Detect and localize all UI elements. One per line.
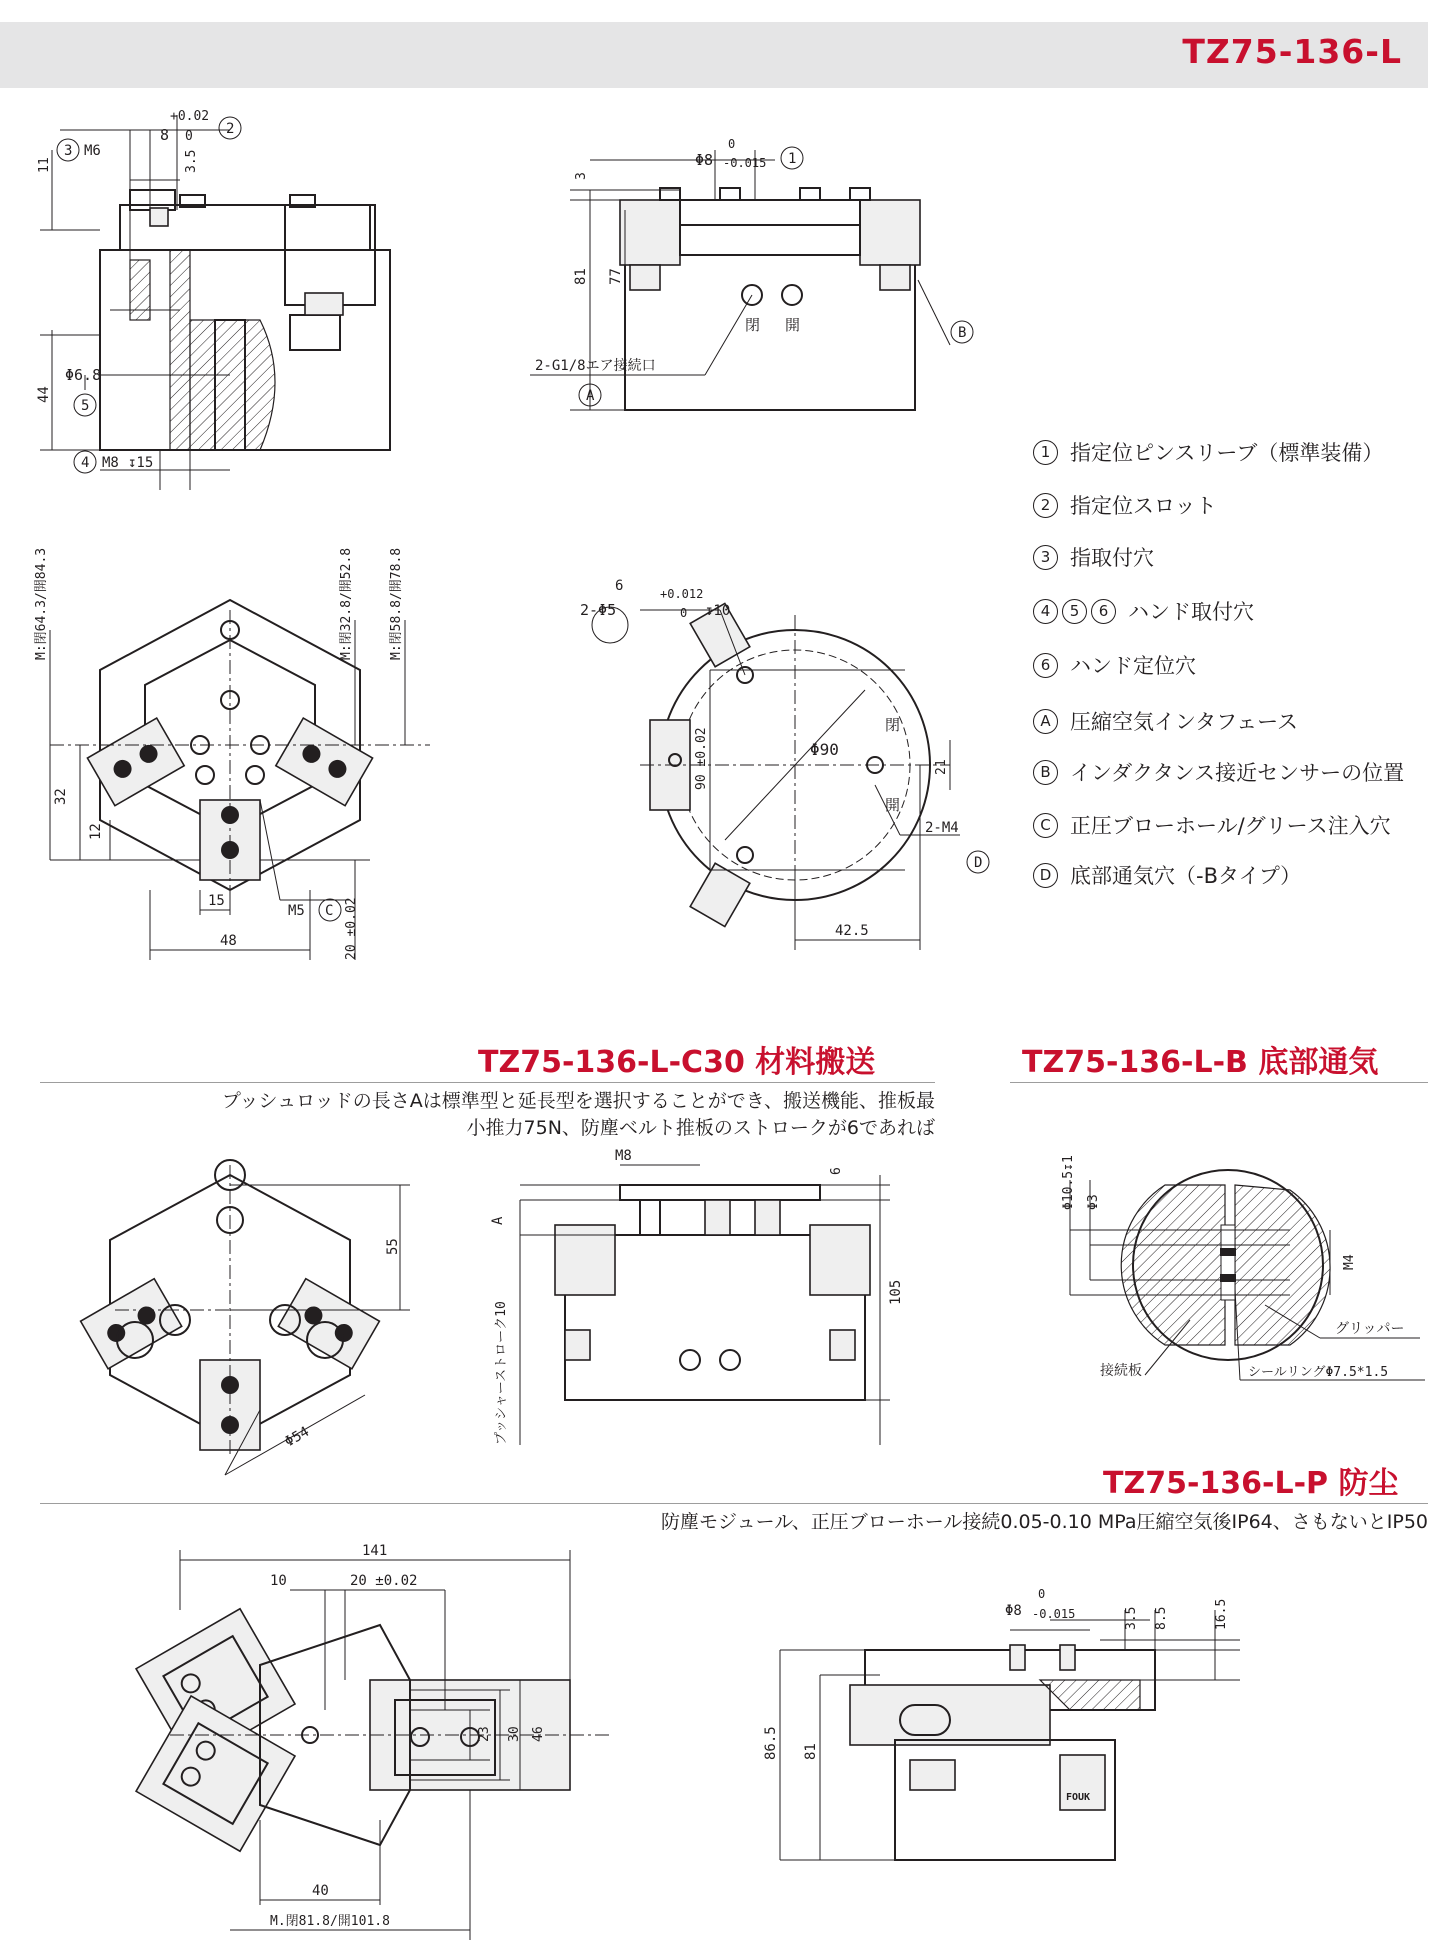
section-divider (1010, 1082, 1428, 1083)
svg-text:0: 0 (185, 129, 193, 144)
legend-label: 正圧ブローホール/グリース注入穴 (1070, 814, 1391, 838)
legend-label: 圧縮空気インタフェース (1070, 710, 1299, 734)
svg-text:A: A (586, 388, 595, 404)
svg-text:-0.015: -0.015 (723, 156, 767, 170)
p-top-view-drawing (170, 1530, 620, 1955)
svg-text:40: 40 (312, 1883, 329, 1899)
svg-text:105: 105 (888, 1279, 904, 1305)
legend-item-2 (1033, 490, 1217, 520)
svg-text:20 ±0.02: 20 ±0.02 (350, 1573, 418, 1589)
legend-item-a (1033, 706, 1298, 736)
svg-text:3: 3 (64, 143, 73, 159)
svg-text:開: 開 (885, 796, 901, 814)
svg-text:Φ8: Φ8 (1005, 1603, 1022, 1619)
svg-text:0: 0 (728, 137, 736, 151)
svg-text:D: D (974, 855, 983, 871)
svg-text:Φ3: Φ3 (1086, 1194, 1101, 1210)
svg-text:Φ10.5↧1: Φ10.5↧1 (1061, 1155, 1076, 1210)
c30-description (60, 1088, 935, 1142)
legend-item-d (1033, 860, 1301, 890)
side-section-drawing (36, 109, 420, 490)
svg-text:A: A (490, 1216, 506, 1225)
legend-label: 指定位ピンスリーブ（標準装備） (1070, 441, 1384, 465)
svg-text:↧10: ↧10 (705, 603, 731, 619)
svg-text:90 ±0.02: 90 ±0.02 (694, 727, 709, 790)
svg-text:30: 30 (507, 1726, 522, 1742)
svg-text:C: C (325, 903, 334, 919)
section-title-p: TZ75-136-L-P 防尘 (1103, 1466, 1399, 1501)
legend-item-456 (1033, 596, 1254, 626)
c30-desc-line1: プッシュロッドの長さAは標準型と延長型を選択することができ、搬送機能、推板最 (221, 1090, 935, 1112)
marker-2-icon: 2 (1033, 493, 1058, 518)
svg-text:FOUK: FOUK (1066, 1792, 1091, 1803)
svg-text:+0.012: +0.012 (660, 587, 704, 601)
svg-text:3.5: 3.5 (1124, 1606, 1139, 1630)
legend-item-3 (1033, 542, 1154, 572)
legend-label: 底部通気穴（-Bタイプ） (1070, 864, 1302, 888)
svg-text:141: 141 (362, 1543, 388, 1559)
legend-label: 指取付穴 (1070, 546, 1154, 570)
svg-text:46: 46 (531, 1726, 546, 1742)
svg-text:開: 開 (785, 316, 801, 334)
svg-text:B: B (958, 325, 967, 341)
svg-text:シールリングΦ7.5*1.5: シールリングΦ7.5*1.5 (1248, 1365, 1389, 1380)
bottom-view-drawing (580, 570, 1020, 980)
legend-label: ハンド取付穴 (1128, 600, 1254, 624)
marker-3-icon: 3 (1033, 545, 1058, 570)
front-view-drawing (530, 137, 1010, 520)
marker-5-icon: 5 (1062, 599, 1087, 624)
svg-text:44: 44 (36, 386, 52, 403)
svg-text:M8: M8 (102, 455, 119, 471)
svg-text:8.5: 8.5 (1154, 1606, 1169, 1630)
svg-text:M:閉58.8/開78.8: M:閉58.8/開78.8 (389, 547, 404, 660)
svg-text:4: 4 (81, 455, 90, 471)
svg-text:Φ8: Φ8 (695, 151, 714, 169)
legend-item-b (1033, 757, 1404, 787)
svg-text:8: 8 (160, 126, 170, 144)
b-section-drawing (1050, 1130, 1430, 1400)
svg-text:↧15: ↧15 (128, 455, 154, 471)
svg-text:0: 0 (680, 606, 688, 620)
svg-text:42.5: 42.5 (835, 923, 869, 939)
legend-item-6 (1033, 650, 1196, 680)
svg-text:5: 5 (81, 398, 90, 414)
svg-text:2: 2 (226, 121, 235, 137)
svg-text:Φ90: Φ90 (810, 740, 839, 759)
svg-text:86.5: 86.5 (763, 1726, 779, 1760)
marker-6-icon: 6 (1091, 599, 1116, 624)
marker-4-icon: 4 (1033, 599, 1058, 624)
svg-text:M5: M5 (288, 903, 305, 919)
svg-text:20 ±0.02: 20 ±0.02 (344, 897, 359, 960)
marker-b-icon: B (1033, 760, 1058, 785)
header-bar (0, 22, 1428, 88)
svg-text:6: 6 (829, 1167, 844, 1175)
p-description: 防塵モジュール、正圧ブローホール接続0.05-0.10 MPa圧縮空気後IP64、さもないとIP50 (661, 1511, 1428, 1533)
legend-item-1 (1033, 437, 1383, 467)
svg-text:15: 15 (208, 893, 225, 909)
svg-text:10: 10 (270, 1573, 287, 1589)
legend-label: 指定位スロット (1070, 494, 1217, 518)
svg-text:M4: M4 (1342, 1254, 1357, 1270)
svg-text:Φ6.8: Φ6.8 (65, 366, 102, 384)
marker-6-icon: 6 (1033, 653, 1058, 678)
svg-text:23: 23 (477, 1726, 492, 1742)
svg-text:M8: M8 (615, 1148, 632, 1164)
svg-text:M.閉81.8/開101.8: M.閉81.8/開101.8 (270, 1914, 390, 1929)
svg-text:77: 77 (608, 268, 624, 285)
svg-text:2-Φ5: 2-Φ5 (580, 601, 617, 619)
legend-label: インダクタンス接近センサーの位置 (1070, 761, 1405, 785)
marker-d-icon: D (1033, 863, 1058, 888)
section-divider (40, 1503, 1428, 1504)
svg-text:32: 32 (53, 788, 69, 805)
p-side-view-drawing (763, 1587, 1270, 1890)
top-view-drawing (30, 547, 490, 990)
section-title-b: TZ75-136-L-B 底部通気 (1022, 1045, 1379, 1080)
section-title-c30: TZ75-136-L-C30 材料搬送 (478, 1045, 876, 1080)
svg-text:+0.02: +0.02 (170, 109, 210, 124)
svg-text:閉: 閉 (745, 316, 761, 334)
svg-text:21: 21 (934, 759, 949, 775)
svg-text:1: 1 (788, 151, 797, 167)
svg-text:Φ54: Φ54 (282, 1423, 313, 1451)
svg-text:6: 6 (615, 578, 624, 594)
svg-text:-0.015: -0.015 (1032, 1607, 1076, 1621)
svg-text:11: 11 (37, 157, 52, 173)
page-title: TZ75-136-L (1182, 32, 1402, 71)
svg-text:閉: 閉 (885, 716, 901, 734)
legend-item-c (1033, 810, 1391, 840)
svg-text:M:閉64.3/開84.3: M:閉64.3/開84.3 (34, 547, 49, 660)
svg-text:M:閉32.8/開52.8: M:閉32.8/開52.8 (339, 547, 354, 660)
svg-text:55: 55 (385, 1238, 401, 1255)
svg-text:プッシャーストローク10: プッシャーストローク10 (494, 1301, 509, 1445)
svg-text:M6: M6 (84, 143, 101, 159)
svg-text:0: 0 (1038, 1587, 1046, 1601)
c30-desc-line2: 小推力75N、防塵ベルト推板のストロークが6であれば (466, 1117, 935, 1139)
svg-text:グリッパー: グリッパー (1335, 1321, 1405, 1337)
marker-1-icon: 1 (1033, 440, 1058, 465)
svg-text:接続板: 接続板 (1100, 1363, 1142, 1379)
section-divider (40, 1082, 935, 1083)
svg-text:48: 48 (220, 933, 237, 949)
svg-text:81: 81 (573, 268, 589, 285)
svg-text:2-M4: 2-M4 (925, 820, 959, 836)
svg-text:2-G1/8エア接続口: 2-G1/8エア接続口 (535, 358, 656, 374)
c30-side-view-drawing (470, 1145, 940, 1485)
legend-label: ハンド定位穴 (1070, 654, 1196, 678)
svg-text:81: 81 (803, 1743, 819, 1760)
svg-text:16.5: 16.5 (1214, 1598, 1229, 1630)
svg-text:12: 12 (88, 823, 104, 840)
marker-c-icon: C (1033, 813, 1058, 838)
c30-top-view-drawing (75, 1145, 435, 1475)
svg-text:3: 3 (574, 172, 589, 180)
marker-a-icon: A (1033, 709, 1058, 734)
svg-text:3.5: 3.5 (184, 149, 199, 173)
